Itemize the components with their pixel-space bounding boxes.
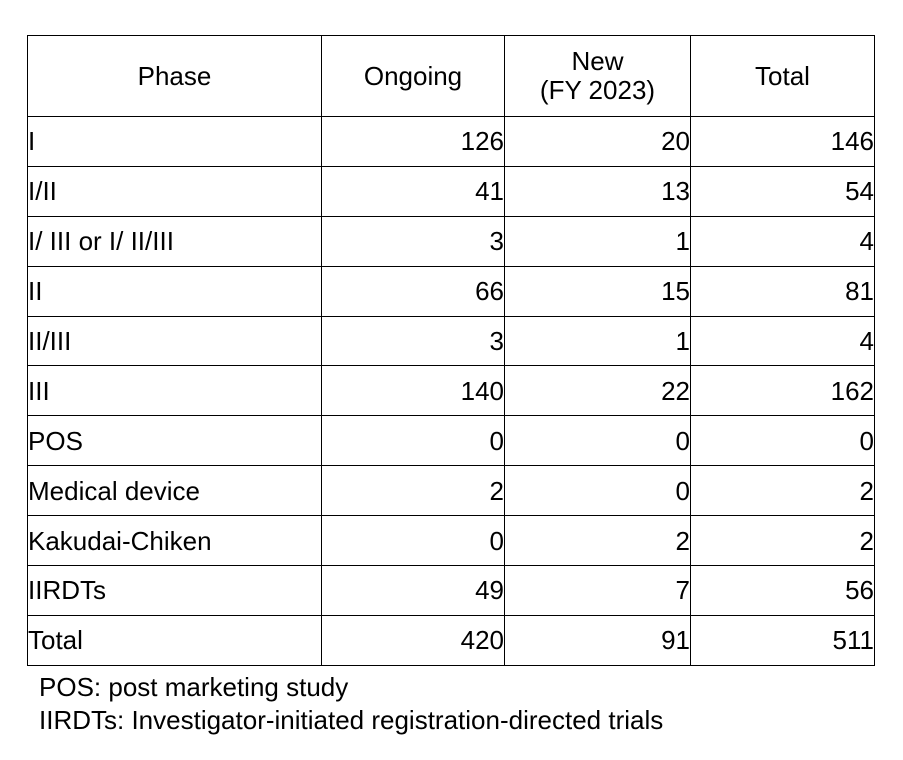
ongoing-cell: 140 — [322, 366, 505, 416]
new-cell: 7 — [505, 566, 691, 616]
phase-cell: II/III — [28, 316, 322, 366]
table-row — [28, 516, 875, 566]
total-cell: 511 — [691, 615, 875, 665]
table-row — [28, 466, 875, 516]
table-row — [28, 416, 875, 466]
ongoing-cell: 3 — [322, 316, 505, 366]
ongoing-cell: 66 — [322, 266, 505, 316]
note-pos: POS: post marketing study — [39, 672, 349, 702]
ongoing-cell: 0 — [322, 416, 505, 466]
new-cell: 0 — [505, 416, 691, 466]
new-cell: 13 — [505, 166, 691, 216]
table-notes — [39, 671, 663, 737]
header-phase: Phase — [28, 36, 322, 117]
total-cell: 0 — [691, 416, 875, 466]
table-row — [28, 366, 875, 416]
header-ongoing: Ongoing — [322, 36, 505, 117]
table-row — [28, 266, 875, 316]
table-header-row — [28, 36, 875, 117]
phase-cell: I/ III or I/ II/III — [28, 216, 322, 266]
new-cell: 1 — [505, 316, 691, 366]
ongoing-cell: 2 — [322, 466, 505, 516]
phase-cell: I/II — [28, 166, 322, 216]
table-total-row — [28, 615, 875, 665]
trial-phase-table — [27, 35, 875, 666]
note-iirdts: IIRDTs: Investigator-initiated registration-directed trials — [39, 705, 664, 735]
new-cell: 1 — [505, 216, 691, 266]
ongoing-cell: 49 — [322, 566, 505, 616]
total-cell: 162 — [691, 366, 875, 416]
total-cell: 2 — [691, 466, 875, 516]
ongoing-cell: 126 — [322, 117, 505, 167]
total-cell: 4 — [691, 216, 875, 266]
table-row — [28, 216, 875, 266]
table-row — [28, 166, 875, 216]
new-cell: 91 — [505, 615, 691, 665]
total-cell: 4 — [691, 316, 875, 366]
ongoing-cell: 41 — [322, 166, 505, 216]
table-row — [28, 566, 875, 616]
total-cell: 81 — [691, 266, 875, 316]
phase-cell: Kakudai-Chiken — [28, 516, 322, 566]
phase-cell: POS — [28, 416, 322, 466]
header-new-line2: (FY 2023) — [539, 75, 656, 105]
header-new-line1: New — [571, 46, 624, 76]
phase-cell: II — [28, 266, 322, 316]
new-cell: 22 — [505, 366, 691, 416]
new-cell: 2 — [505, 516, 691, 566]
ongoing-cell: 3 — [322, 216, 505, 266]
table-row — [28, 316, 875, 366]
phase-cell: III — [28, 366, 322, 416]
new-cell: 0 — [505, 466, 691, 516]
phase-cell: I — [28, 117, 322, 167]
phase-cell: Medical device — [28, 466, 322, 516]
ongoing-cell: 0 — [322, 516, 505, 566]
total-cell: 56 — [691, 566, 875, 616]
phase-cell: IIRDTs — [28, 566, 322, 616]
new-cell: 15 — [505, 266, 691, 316]
header-total: Total — [691, 36, 875, 117]
new-cell: 20 — [505, 117, 691, 167]
table-row — [28, 117, 875, 167]
total-cell: 2 — [691, 516, 875, 566]
total-cell: 54 — [691, 166, 875, 216]
header-new — [505, 36, 691, 117]
phase-cell: Total — [28, 615, 322, 665]
ongoing-cell: 420 — [322, 615, 505, 665]
total-cell: 146 — [691, 117, 875, 167]
